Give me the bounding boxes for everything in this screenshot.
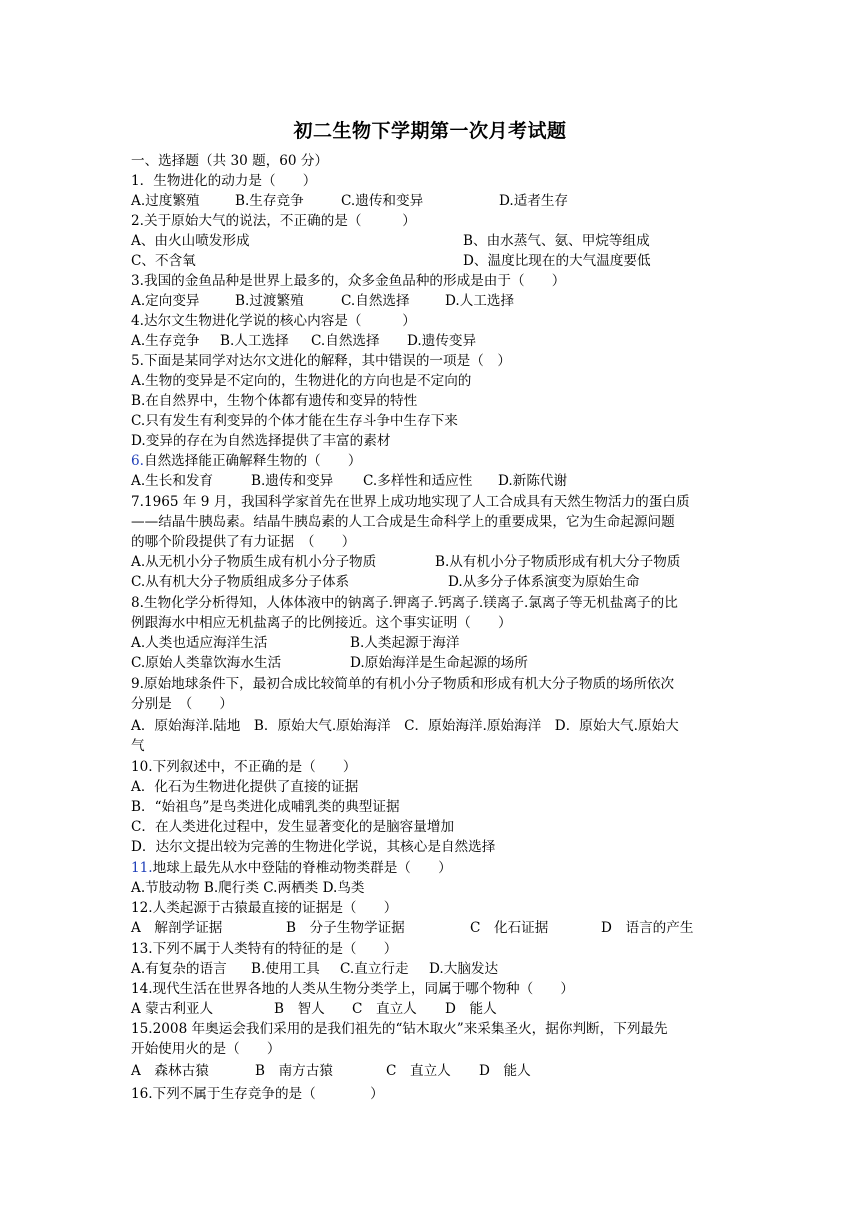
question-10-option-d: D．达尔文提出较为完善的生物进化学说，其核心是自然选择 bbox=[131, 839, 496, 855]
question-9-line2: 分别是 （ ） bbox=[131, 696, 233, 712]
option-d: D.遗传变异 bbox=[407, 333, 477, 349]
question-10: 10.下列叙述中，不正确的是（ ） bbox=[131, 759, 357, 775]
option-d: D.从多分子体系演变为原始生命 bbox=[448, 574, 640, 590]
option-d: D 语言的产生 bbox=[601, 920, 694, 936]
option-c: C.直立行走 bbox=[340, 961, 409, 977]
question-12: 12.人类起源于古猿最直接的证据是（ ） bbox=[131, 900, 398, 916]
option-a: A 森林古猿 bbox=[131, 1063, 209, 1079]
option-a: A.人类也适应海洋生活 bbox=[131, 635, 268, 651]
question-10-option-c: C．在人类进化过程中，发生显著变化的是脑容量增加 bbox=[131, 819, 455, 835]
option-b: B.生存竞争 bbox=[235, 193, 304, 209]
option-d: D 能人 bbox=[479, 1063, 531, 1079]
option-b: B 南方古猿 bbox=[255, 1063, 333, 1079]
question-5-option-c: C.只有发生有利变异的个体才能在生存斗争中生存下来 bbox=[131, 413, 458, 429]
question-number: 11. bbox=[131, 860, 153, 876]
question-13: 13.下列不属于人类特有的特征的是（ ） bbox=[131, 941, 398, 957]
option-c: C 直立人 bbox=[352, 1001, 417, 1017]
option-c: C.自然选择 bbox=[341, 293, 410, 309]
option-d: D 能人 bbox=[445, 1001, 497, 1017]
question-number: 6. bbox=[131, 453, 144, 469]
question-16: 16.下列不属于生存竞争的是（ ） bbox=[131, 1086, 384, 1102]
question-text: 自然选择能正确解释生物的（ ） bbox=[143, 453, 362, 469]
option-d: D.人工选择 bbox=[445, 293, 515, 309]
option-a: A.定向变异 bbox=[131, 293, 200, 309]
option-b: B 分子生物学证据 bbox=[286, 920, 405, 936]
option-c: C.从有机大分子物质组成多分子体系 bbox=[131, 574, 350, 590]
question-4: 4.达尔文生物进化学说的核心内容是（ ） bbox=[131, 313, 416, 329]
option-a: A.过度繁殖 bbox=[131, 193, 200, 209]
question-9-line1: 9.原始地球条件下，最初合成比较简单的有机小分子物质和形成有机大分子物质的场所依次 bbox=[131, 676, 675, 692]
option-b: B.人类起源于海洋 bbox=[350, 635, 460, 651]
question-8-line1: 8.生物化学分析得知，人体体液中的钠离子.钾离子.钙离子.镁离子.氯离子等无机盐离子的比 bbox=[131, 595, 678, 611]
option-c: C.原始人类靠饮海水生活 bbox=[131, 655, 282, 671]
question-5-option-a: A.生物的变异是不定向的，生物进化的方向也是不定向的 bbox=[131, 373, 472, 389]
question-11 bbox=[131, 859, 452, 877]
option-c: C.遗传和变异 bbox=[341, 193, 424, 209]
question-9-options: A．原始海洋.陆地 B．原始大气.原始海洋 C．原始海洋.原始海洋 D．原始大气.原始大 bbox=[131, 718, 679, 734]
question-5: 5.下面是某同学对达尔文进化的解释，其中错误的一项是（ ） bbox=[131, 353, 511, 369]
option-a: A.生长和发育 bbox=[131, 473, 214, 489]
option-d: D.大脑发达 bbox=[429, 961, 499, 977]
question-15-line1: 15.2008 年奥运会我们采用的是我们祖先的“钻木取火”来采集圣火，据你判断，下列最先 bbox=[131, 1021, 668, 1037]
question-text: 地球上最先从水中登陆的脊椎动物类群是（ ） bbox=[152, 860, 452, 876]
option-d: D.适者生存 bbox=[499, 193, 569, 209]
question-11-options: A.节肢动物 B.爬行类 C.两栖类 D.鸟类 bbox=[131, 880, 365, 896]
question-7-line1: 7.1965 年 9 月，我国科学家首先在世界上成功地实现了人工合成具有天然生物活力的蛋白质 bbox=[131, 494, 690, 510]
question-7-line2: ——结晶牛胰岛素。结晶牛胰岛素的人工合成是生命科学上的重要成果，它为生命起源问题 bbox=[131, 514, 675, 530]
option-c: C 直立人 bbox=[386, 1063, 451, 1079]
option-b: B.遗传和变异 bbox=[251, 473, 334, 489]
option-a: A.生存竞争 bbox=[131, 333, 200, 349]
option-a: A 蒙古利亚人 bbox=[131, 1001, 214, 1017]
option-b: B.过渡繁殖 bbox=[235, 293, 304, 309]
option-b: B.从有机小分子物质形成有机大分子物质 bbox=[435, 554, 681, 570]
option-d: D.原始海洋是生命起源的场所 bbox=[350, 655, 528, 671]
question-5-option-b: B.在自然界中，生物个体都有遗传和变异的特性 bbox=[131, 393, 418, 409]
option-b: B、由水蒸气、氨、甲烷等组成 bbox=[463, 233, 650, 249]
option-a: A、由火山喷发形成 bbox=[131, 233, 250, 249]
option-c: C.多样性和适应性 bbox=[363, 473, 473, 489]
option-a: A.从无机小分子物质生成有机小分子物质 bbox=[131, 554, 377, 570]
question-15-line2: 开始使用火的是（ ） bbox=[131, 1041, 281, 1057]
option-c: C 化石证据 bbox=[470, 920, 549, 936]
question-10-option-a: A．化石为生物进化提供了直接的证据 bbox=[131, 779, 359, 795]
option-d: D、温度比现在的大气温度要低 bbox=[463, 253, 651, 269]
option-d: D.新陈代谢 bbox=[498, 473, 568, 489]
option-c: C.自然选择 bbox=[311, 333, 380, 349]
question-9-options-wrap: 气 bbox=[131, 738, 145, 754]
option-a: A 解剖学证据 bbox=[131, 920, 223, 936]
question-7-line3: 的哪个阶段提供了有力证据 （ ） bbox=[131, 534, 356, 550]
option-b: B.人工选择 bbox=[220, 333, 289, 349]
section-heading: 一、选择题（共 30 题，60 分） bbox=[131, 153, 329, 169]
question-10-option-b: B．“始祖鸟”是鸟类进化成哺乳类的典型证据 bbox=[131, 799, 400, 815]
question-14: 14.现代生活在世界各地的人类从生物分类学上，同属于哪个物种（ ） bbox=[131, 981, 575, 997]
option-a: A.有复杂的语言 bbox=[131, 961, 227, 977]
option-b: B 智人 bbox=[274, 1001, 325, 1017]
question-2: 2.关于原始大气的说法，不正确的是（ ） bbox=[131, 213, 416, 229]
question-8-line2: 例跟海水中相应无机盐离子的比例接近。这个事实证明（ ） bbox=[131, 615, 512, 631]
page-title: 初二生物下学期第一次月考试题 bbox=[293, 120, 567, 142]
option-c: C、不含氧 bbox=[131, 253, 196, 269]
question-1: 1．生物进化的动力是（ ） bbox=[131, 173, 317, 189]
question-3: 3.我国的金鱼品种是世界上最多的，众多金鱼品种的形成是由于（ ） bbox=[131, 273, 566, 289]
question-6 bbox=[131, 452, 361, 470]
question-5-option-d: D.变异的存在为自然选择提供了丰富的素材 bbox=[131, 433, 391, 449]
option-b: B.使用工具 bbox=[251, 961, 320, 977]
